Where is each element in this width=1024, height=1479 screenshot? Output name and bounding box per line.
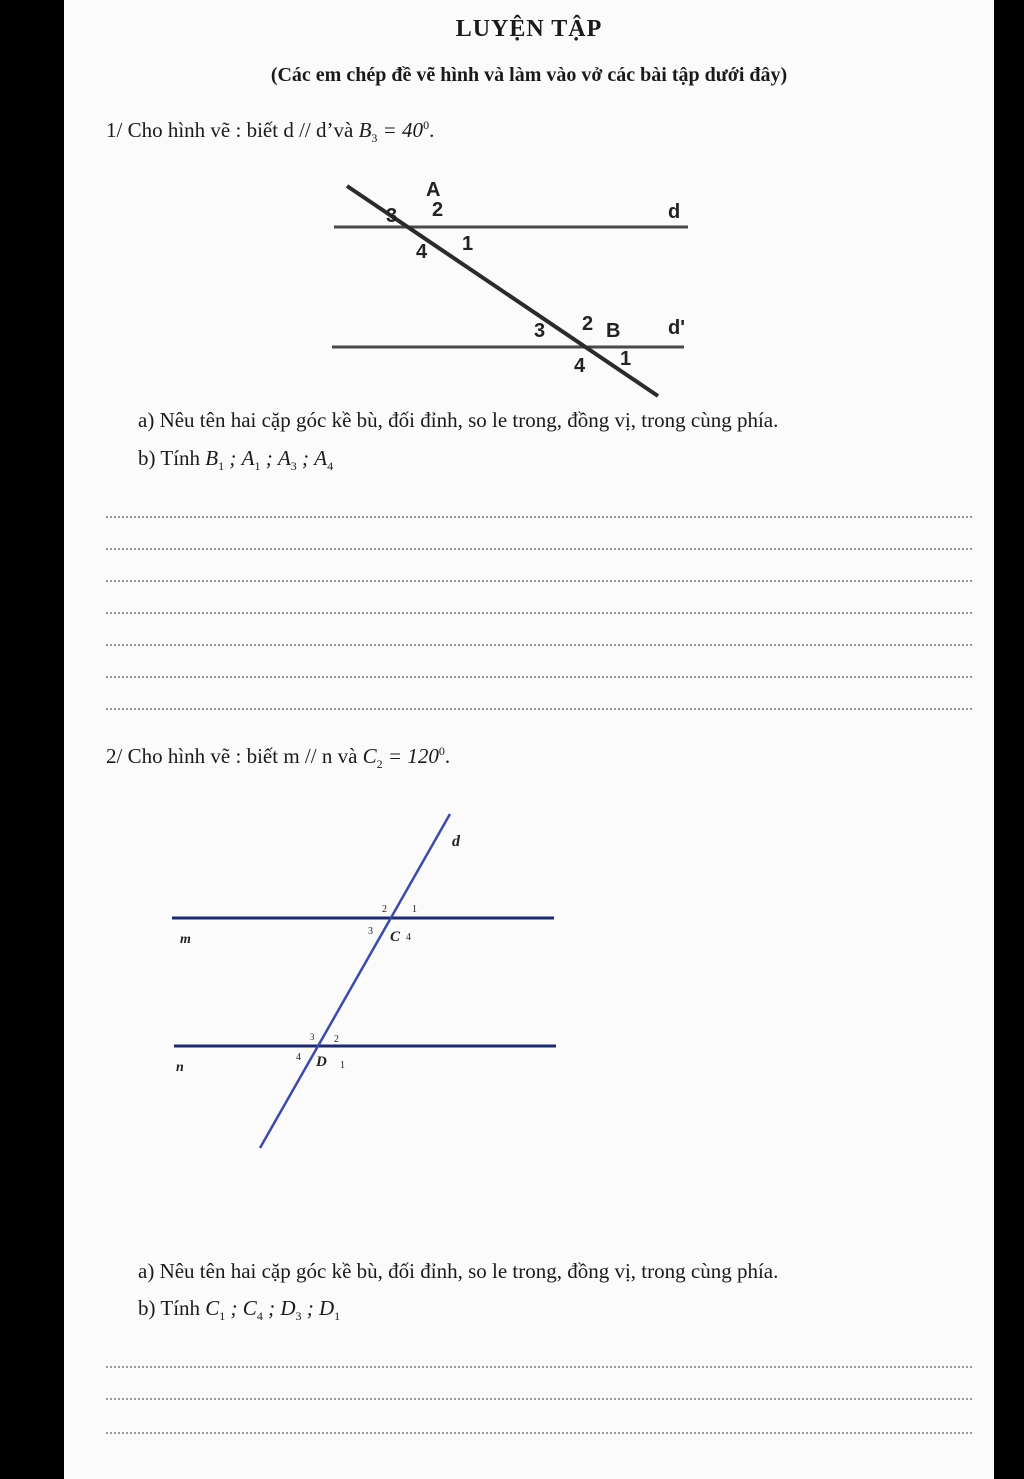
part-b-term-1: [205, 1296, 238, 1324]
transversal-d: [260, 814, 450, 1148]
term-sep: ;: [260, 446, 273, 470]
label-d-prime: d': [668, 317, 685, 339]
term-sub: 1: [219, 1309, 226, 1324]
label-A: A: [426, 179, 441, 201]
answer-line: [106, 1432, 972, 1434]
label-d1: 1: [340, 1060, 345, 1071]
label-d: d: [452, 833, 460, 850]
worksheet-page: [64, 0, 994, 1479]
term-letter: A: [241, 446, 255, 470]
part-b-prefix: b) Tính: [138, 446, 201, 470]
degree-mark: 0: [423, 118, 430, 132]
exercise-2-intro: 2/ Cho hình vẽ : biết m // n và: [106, 744, 358, 768]
term-letter: A: [314, 446, 328, 470]
label-c2: 2: [382, 904, 387, 915]
label-b1: 1: [620, 348, 632, 370]
term-sep: ;: [225, 1296, 238, 1320]
exercise-1-intro: 1/ Cho hình vẽ : biết d // d’và: [106, 118, 354, 142]
angle-letter: B: [358, 118, 372, 142]
angle-sub: 2: [376, 757, 383, 772]
answer-line: [106, 1398, 972, 1400]
part-b-term-2: [242, 1296, 276, 1324]
part-b-term-4: [318, 1296, 341, 1324]
term-sep: ;: [224, 446, 237, 470]
term-letter: D: [280, 1296, 296, 1320]
label-D: D: [316, 1054, 327, 1070]
term-letter: B: [205, 446, 219, 470]
label-a1: 1: [462, 233, 474, 255]
label-c1: 1: [412, 904, 417, 915]
label-d2: 2: [334, 1034, 339, 1045]
label-a3: 3: [386, 205, 398, 227]
term-sep: ;: [301, 1296, 314, 1320]
exercise-1-given-value: = 40: [382, 118, 424, 142]
page-subtitle: (Các em chép đề vẽ hình và làm vào vở các bài tập dưới đây): [270, 64, 788, 86]
term-letter: C: [242, 1296, 257, 1320]
angle-letter: C: [362, 744, 377, 768]
term-sep: ;: [262, 1296, 276, 1320]
label-B: B: [606, 320, 621, 342]
answer-line: [106, 1366, 972, 1368]
term-sep: ;: [296, 446, 310, 470]
period: .: [444, 744, 451, 768]
term-sub: 3: [295, 1309, 302, 1324]
term-sub: 1: [334, 1309, 341, 1324]
exercise-2-part-b: [138, 1296, 340, 1324]
angle-sub: 3: [371, 131, 378, 146]
term-letter: A: [277, 446, 291, 470]
exercise-1-part-a: a) Nêu tên hai cặp góc kề bù, đối đỉnh, so le trong, đồng vị, trong cùng phía.: [138, 408, 779, 432]
label-a2: 2: [432, 199, 444, 221]
page-title: LUYỆN TẬP: [455, 16, 603, 42]
degree-mark: 0: [438, 744, 445, 758]
label-d: d: [668, 201, 681, 223]
label-c4: 4: [406, 932, 411, 943]
term-letter: D: [318, 1296, 335, 1320]
label-b2: 2: [582, 313, 594, 335]
part-b-term-3: [280, 1296, 314, 1324]
term-sub: 4: [256, 1309, 263, 1324]
term-letter: C: [205, 1296, 220, 1320]
label-n: n: [176, 1060, 184, 1075]
term-sub: 1: [218, 459, 225, 474]
label-d4: 4: [296, 1052, 301, 1063]
label-b3: 3: [534, 320, 546, 342]
label-b4: 4: [574, 355, 586, 377]
label-c3: 3: [368, 926, 373, 937]
exercise-2-part-a: a) Nêu tên hai cặp góc kề bù, đối đỉnh, so le trong, đồng vị, trong cùng phía.: [138, 1259, 779, 1283]
label-C: C: [390, 929, 401, 945]
label-d3: 3: [310, 1032, 315, 1042]
label-a4: 4: [416, 241, 428, 263]
term-sub: 3: [290, 459, 297, 474]
term-sub: 4: [327, 459, 334, 474]
label-m: m: [180, 932, 191, 947]
figure-2: [64, 0, 994, 1200]
part-b-prefix: b) Tính: [138, 1296, 201, 1320]
term-sub: 1: [254, 459, 261, 474]
period: .: [429, 118, 435, 142]
exercise-2-given-value: = 120: [387, 744, 439, 768]
